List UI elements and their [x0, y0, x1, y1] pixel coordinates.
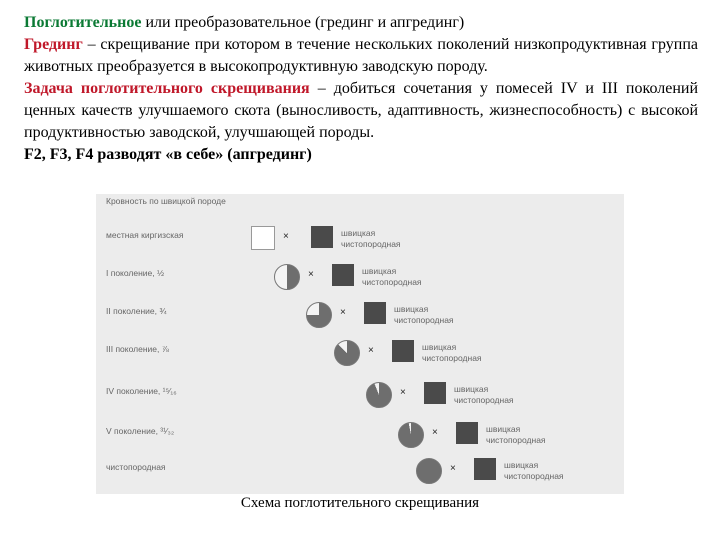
- cross-sign: ×: [308, 269, 314, 280]
- paragraph-title: [24, 12, 698, 34]
- local-breed-square: [251, 226, 275, 250]
- purebred-label: швицкая чистопородная: [341, 228, 401, 249]
- purebred-square: [392, 340, 414, 362]
- generation-label: I поколение, ½: [106, 268, 165, 278]
- title-rest: или преобразовательное (грединг и апгрединг): [141, 14, 465, 31]
- cross-sign: ×: [432, 427, 438, 438]
- cross-sign: ×: [450, 463, 456, 474]
- figure-header: Кровность по швицкой породе: [106, 196, 226, 206]
- term-absorptive: Поглотительное: [24, 14, 142, 31]
- purebred-label: швицкая чистопородная: [394, 304, 454, 325]
- generation-label: II поколение, ¾: [106, 306, 167, 316]
- purebred-square: [424, 382, 446, 404]
- paragraph-goal: [24, 78, 698, 144]
- generation-label: чистопородная: [106, 462, 166, 472]
- purebred-square: [364, 302, 386, 324]
- purebred-label: швицкая чистопородная: [504, 460, 564, 481]
- term-goal: Задача поглотительного скрещивания: [24, 80, 310, 97]
- cross-sign: ×: [283, 231, 289, 242]
- purebred-label: швицкая чистопородная: [362, 266, 422, 287]
- cross-sign: ×: [368, 345, 374, 356]
- bloodline-pie: [366, 382, 392, 408]
- bloodline-pie: [416, 458, 442, 484]
- generation-label: IV поколение, ¹⁵⁄₁₆: [106, 386, 177, 396]
- grading-definition: – скрещивание при котором в течение нескольких поколений низкопродуктивная группа животных преобразуется в высокопродуктивную заводскую породу.: [24, 36, 698, 75]
- bloodline-pie: [274, 264, 300, 290]
- bloodline-pie: [306, 302, 332, 328]
- purebred-square: [456, 422, 478, 444]
- bloodline-pie: [334, 340, 360, 366]
- generation-label: V поколение, ³¹⁄₃₂: [106, 426, 175, 436]
- purebred-square: [311, 226, 333, 248]
- purebred-square: [474, 458, 496, 480]
- goal-definition: – добиться сочетания у помесей IV и III поколений ценных качеств улучшаемого скота (выносливость, адаптивность, жизнеспособность) с высокой продуктивностью заводской, улучшающей породы.: [24, 80, 699, 141]
- bloodline-pie: [398, 422, 424, 448]
- cross-sign: ×: [400, 387, 406, 398]
- purebred-square: [332, 264, 354, 286]
- paragraph-grading: [24, 34, 698, 78]
- term-grading: Грединг: [24, 36, 83, 53]
- generation-label: местная киргизская: [106, 230, 184, 240]
- purebred-label: швицкая чистопородная: [486, 424, 546, 445]
- figure-caption: Схема поглотительного скрещивания: [240, 495, 480, 511]
- generation-label: III поколение, ⅞: [106, 344, 169, 354]
- paragraph-upgrading: F2, F3, F4 разводят «в себе» (апгрединг): [24, 146, 312, 163]
- purebred-label: швицкая чистопородная: [422, 342, 482, 363]
- cross-sign: ×: [340, 307, 346, 318]
- slide-text: [24, 12, 698, 166]
- purebred-label: швицкая чистопородная: [454, 384, 514, 405]
- crossing-scheme-figure: [96, 194, 624, 494]
